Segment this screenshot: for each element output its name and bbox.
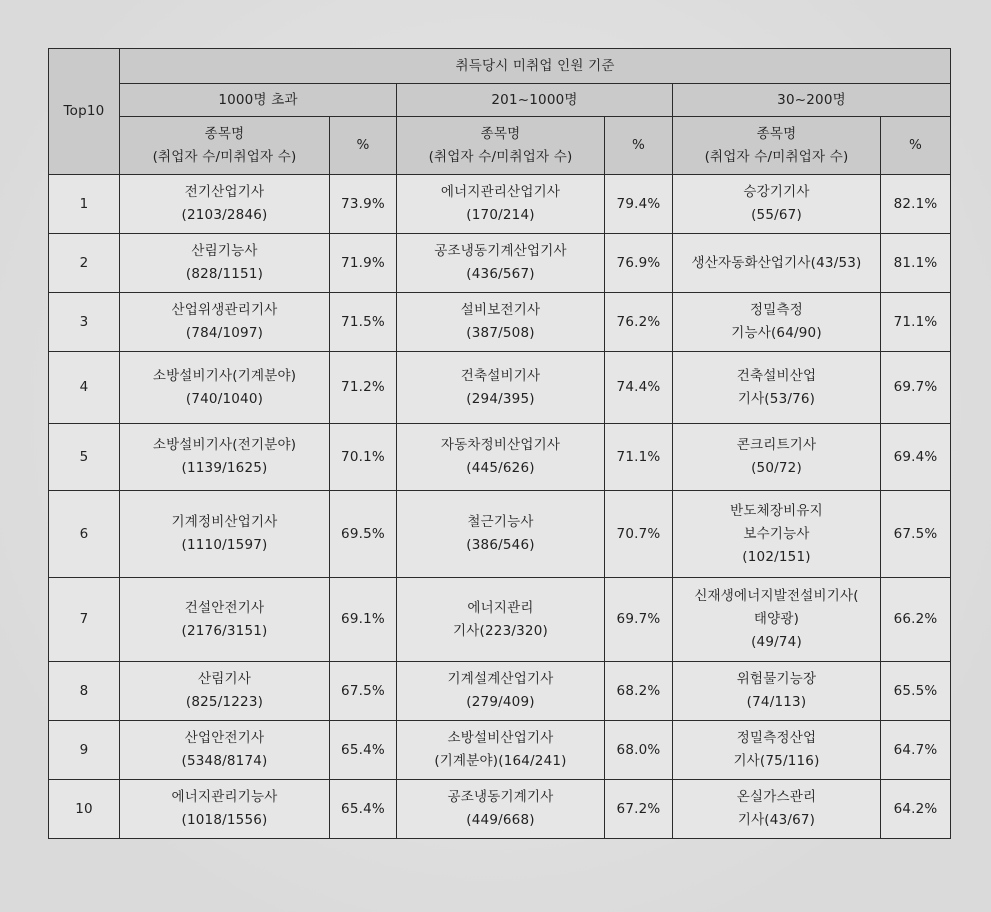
certificate-name-line: (445/626) — [466, 460, 535, 476]
certificate-name-cell — [397, 491, 605, 578]
certificate-name-cell — [673, 424, 881, 491]
certificate-name-cell — [397, 578, 605, 662]
certificate-name-cell — [673, 352, 881, 424]
table-row — [49, 780, 951, 839]
percent-cell: 65.4% — [330, 721, 397, 780]
certificate-name-line: (50/72) — [751, 460, 802, 476]
certificate-name-line: (170/214) — [466, 207, 535, 223]
certificate-name-line: 기능사(64/90) — [731, 325, 822, 341]
table-row — [49, 234, 951, 293]
certificate-name-line: 정밀측정산업 — [736, 730, 817, 746]
certificate-name-line: 온실가스관리 — [736, 789, 817, 805]
certificate-name-line: 산림기능사 — [191, 243, 258, 259]
table-row — [49, 491, 951, 578]
certificate-name-line: 자동차정비산업기사 — [440, 437, 561, 453]
name-column-header: 종목명 (취업자 수/미취업자 수) — [673, 117, 881, 175]
certificate-name-line: 생산자동화산업기사(43/53) — [691, 254, 862, 271]
certificate-name-line: (1110/1597) — [181, 537, 268, 553]
percent-cell: 68.2% — [605, 662, 673, 721]
certificate-name-cell — [120, 293, 330, 352]
percent-cell: 65.5% — [881, 662, 951, 721]
rank-cell: 3 — [49, 293, 120, 352]
certificate-name-line: (5348/8174) — [181, 753, 268, 769]
certificate-name-line: (740/1040) — [185, 390, 264, 407]
certificate-name-line: 소방설비기사(전기분야) — [152, 437, 297, 453]
percent-cell: 69.1% — [330, 578, 397, 662]
percent-cell: 79.4% — [605, 175, 673, 234]
percent-cell: 71.9% — [330, 234, 397, 293]
rank-cell: 7 — [49, 578, 120, 662]
certificate-name-line: 반도체장비유지 — [730, 502, 823, 519]
certificate-name-line: 공조냉동기계기사 — [447, 789, 554, 805]
certificate-name-line: (449/668) — [466, 812, 535, 828]
percent-cell: 69.7% — [605, 578, 673, 662]
certificate-name-line: (386/546) — [466, 537, 535, 553]
percent-column-header: % — [605, 117, 673, 175]
percent-cell: 69.7% — [881, 352, 951, 424]
certificate-name-line: (74/113) — [746, 694, 807, 710]
percent-cell: 71.1% — [605, 424, 673, 491]
certificate-name-line: 정밀측정 — [750, 302, 803, 318]
percent-cell: 76.9% — [605, 234, 673, 293]
certificate-name-line: (1018/1556) — [181, 812, 268, 828]
table-row — [49, 662, 951, 721]
certificate-name-line: (279/409) — [466, 694, 535, 710]
percent-cell: 67.5% — [881, 491, 951, 578]
percent-cell: 81.1% — [881, 234, 951, 293]
main-title-header: 취득당시 미취업 인원 기준 — [120, 49, 951, 84]
certificate-name-cell — [673, 721, 881, 780]
certificate-name-line: 전기산업기사 — [184, 184, 265, 200]
percent-column-header: % — [330, 117, 397, 175]
certificate-name-line: 산업안전기사 — [184, 730, 265, 746]
certificate-name-line: 에너지관리산업기사 — [440, 184, 561, 200]
certificate-name-cell — [120, 424, 330, 491]
rank-cell: 1 — [49, 175, 120, 234]
certificate-name-line: (기계분야)(164/241) — [434, 753, 567, 769]
certificate-name-cell — [397, 780, 605, 839]
percent-cell: 73.9% — [330, 175, 397, 234]
certificate-name-line: (436/567) — [466, 266, 535, 282]
certificate-name-line: 건축설비산업 — [736, 367, 817, 384]
certificate-name-cell — [397, 662, 605, 721]
certificate-name-line: 기사(53/76) — [737, 390, 816, 407]
certificate-name-cell — [120, 491, 330, 578]
certificate-name-cell — [673, 578, 881, 662]
certificate-name-cell — [397, 293, 605, 352]
certificate-name-line: 설비보전기사 — [460, 302, 541, 318]
group-header-201-1000: 201~1000명 — [397, 84, 673, 117]
percent-cell: 69.5% — [330, 491, 397, 578]
rank-cell: 9 — [49, 721, 120, 780]
certificate-name-line: 건축설비기사 — [460, 367, 541, 384]
certificate-name-cell — [673, 662, 881, 721]
certificate-name-cell — [120, 780, 330, 839]
percent-column-header: % — [881, 117, 951, 175]
certificate-name-cell — [120, 175, 330, 234]
certificate-name-line: (55/67) — [751, 207, 802, 223]
certificate-name-line: 신재생에너지발전설비기사( — [694, 588, 859, 604]
certificate-name-cell — [120, 578, 330, 662]
table-row — [49, 293, 951, 352]
percent-cell: 76.2% — [605, 293, 673, 352]
rank-cell: 6 — [49, 491, 120, 578]
rank-cell: 5 — [49, 424, 120, 491]
percent-cell: 70.7% — [605, 491, 673, 578]
certificate-name-line: (387/508) — [466, 325, 535, 341]
table-body — [49, 175, 951, 839]
employment-top10-table — [48, 48, 951, 839]
certificate-name-cell — [673, 780, 881, 839]
table-row — [49, 721, 951, 780]
certificate-name-line: 위험물기능장 — [736, 671, 817, 687]
certificate-name-line: (102/151) — [742, 548, 811, 565]
percent-cell: 66.2% — [881, 578, 951, 662]
certificate-name-line: 태양광) — [753, 611, 800, 627]
percent-cell: 65.4% — [330, 780, 397, 839]
certificate-name-line: 건설안전기사 — [184, 599, 265, 616]
certificate-name-cell — [120, 234, 330, 293]
percent-cell: 70.1% — [330, 424, 397, 491]
certificate-name-line: 산림기사 — [198, 671, 251, 687]
table-row — [49, 175, 951, 234]
certificate-name-line: 소방설비산업기사 — [447, 730, 554, 746]
certificate-name-line: 산업위생관리기사 — [171, 302, 278, 318]
group-header-over-1000: 1000명 초과 — [120, 84, 397, 117]
name-column-header: 종목명 (취업자 수/미취업자 수) — [120, 117, 330, 175]
percent-cell: 68.0% — [605, 721, 673, 780]
certificate-name-cell — [673, 293, 881, 352]
certificate-name-line: 에너지관리기능사 — [171, 789, 278, 805]
certificate-name-line: 철근기능사 — [467, 514, 534, 530]
certificate-name-cell — [673, 491, 881, 578]
percent-cell: 64.7% — [881, 721, 951, 780]
rank-cell: 10 — [49, 780, 120, 839]
certificate-name-line: 기사(43/67) — [737, 812, 816, 828]
rank-cell: 2 — [49, 234, 120, 293]
certificate-name-cell — [397, 352, 605, 424]
certificate-name-line: 기계설계산업기사 — [447, 671, 554, 687]
certificate-name-line: (825/1223) — [185, 694, 264, 710]
certificate-name-cell — [397, 424, 605, 491]
certificate-name-cell — [673, 234, 881, 293]
group-header-30-200: 30~200명 — [673, 84, 951, 117]
certificate-name-cell — [673, 175, 881, 234]
certificate-name-line: 기사(75/116) — [733, 753, 820, 769]
percent-cell: 74.4% — [605, 352, 673, 424]
certificate-name-line: (49/74) — [751, 634, 802, 650]
certificate-name-cell — [120, 662, 330, 721]
certificate-name-line: 에너지관리 — [467, 599, 534, 616]
certificate-name-line: (1139/1625) — [181, 460, 268, 476]
table-row — [49, 352, 951, 424]
certificate-name-line: 콘크리트기사 — [736, 437, 817, 453]
certificate-name-line: 기사(223/320) — [453, 622, 548, 639]
certificate-name-cell — [397, 234, 605, 293]
certificate-name-line: (784/1097) — [185, 325, 264, 341]
percent-cell: 71.5% — [330, 293, 397, 352]
rank-cell: 8 — [49, 662, 120, 721]
percent-cell: 64.2% — [881, 780, 951, 839]
table-row — [49, 578, 951, 662]
top10-header: Top10 — [49, 49, 120, 175]
certificate-name-line: 승강기기사 — [743, 184, 810, 200]
certificate-name-cell — [397, 721, 605, 780]
certificate-name-line: (294/395) — [466, 390, 535, 407]
certificate-name-cell — [120, 352, 330, 424]
certificate-name-cell — [397, 175, 605, 234]
certificate-name-line: (2103/2846) — [181, 207, 268, 223]
table-row — [49, 424, 951, 491]
certificate-name-line: 보수기능사 — [743, 525, 810, 542]
certificate-name-line: (828/1151) — [185, 266, 264, 282]
percent-cell: 71.1% — [881, 293, 951, 352]
percent-cell: 67.5% — [330, 662, 397, 721]
certificate-name-line: 공조냉동기계산업기사 — [434, 243, 567, 259]
certificate-name-line: (2176/3151) — [181, 622, 268, 639]
percent-cell: 67.2% — [605, 780, 673, 839]
rank-cell: 4 — [49, 352, 120, 424]
certificate-name-cell — [120, 721, 330, 780]
percent-cell: 69.4% — [881, 424, 951, 491]
certificate-name-line: 소방설비기사(기계분야) — [152, 367, 297, 384]
name-column-header: 종목명 (취업자 수/미취업자 수) — [397, 117, 605, 175]
certificate-name-line: 기계정비산업기사 — [171, 514, 278, 530]
percent-cell: 71.2% — [330, 352, 397, 424]
percent-cell: 82.1% — [881, 175, 951, 234]
